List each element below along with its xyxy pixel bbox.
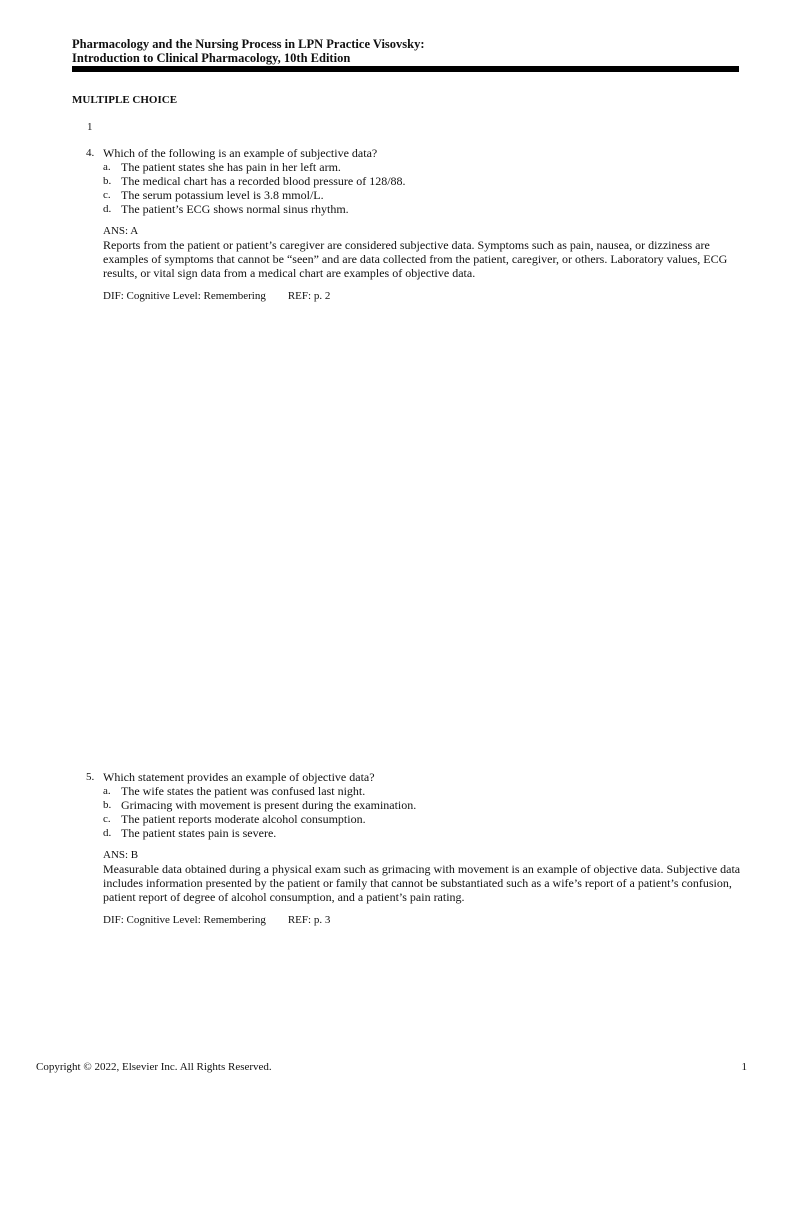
option-list bbox=[86, 160, 741, 216]
difficulty-label: DIF: Cognitive Level: Remembering bbox=[103, 290, 266, 302]
page-marker: 1 bbox=[87, 121, 93, 133]
option-letter: d. bbox=[103, 203, 112, 215]
document-header bbox=[72, 37, 740, 65]
option-a bbox=[86, 160, 741, 174]
question-5 bbox=[86, 770, 741, 927]
question-stem bbox=[86, 770, 741, 784]
page-footer bbox=[36, 1061, 747, 1073]
answer-block bbox=[86, 224, 741, 303]
answer-block bbox=[86, 848, 741, 927]
option-d bbox=[86, 202, 741, 216]
option-text: The patient states she has pain in her left arm. bbox=[121, 160, 341, 174]
answer-rationale: Measurable data obtained during a physical exam such as grimacing with movement is an example of objective data. Subjective data includes information presented by the patient or family that cannot be substantiated such as a wife’s report of a patient’s confusion, patient report of degree of alcohol consumption, and a patient’s pain rating. bbox=[103, 862, 741, 904]
difficulty-label: DIF: Cognitive Level: Remembering bbox=[103, 914, 266, 926]
question-stem bbox=[86, 146, 741, 160]
reference-label: REF: p. 3 bbox=[287, 914, 331, 926]
option-text: The wife states the patient was confused last night. bbox=[121, 784, 366, 798]
answer-key: ANS: A bbox=[103, 225, 139, 237]
option-text: The patient’s ECG shows normal sinus rhythm. bbox=[121, 202, 349, 216]
option-d bbox=[86, 826, 741, 840]
answer-rationale: Reports from the patient or patient’s caregiver are considered subjective data. Symptoms such as pain, nausea, or dizziness are examples of symptoms that cannot be “seen” and are data collected from the patient, caregiver, or others. Laboratory values, ECG results, or vital sign data from a medical chart are examples of objective data. bbox=[103, 238, 728, 280]
option-b bbox=[86, 174, 741, 188]
header-title-line-2: Introduction to Clinical Pharmacology, 10th Edition bbox=[72, 51, 351, 65]
copyright-notice: Copyright © 2022, Elsevier Inc. All Rights Reserved. bbox=[36, 1061, 272, 1073]
question-number: 4. bbox=[86, 147, 95, 159]
reference-label: REF: p. 2 bbox=[287, 290, 331, 302]
option-letter: c. bbox=[103, 813, 111, 825]
answer-key: ANS: B bbox=[103, 849, 139, 861]
option-b bbox=[86, 798, 741, 812]
option-letter: b. bbox=[103, 799, 112, 811]
option-letter: c. bbox=[103, 189, 111, 201]
option-text: The patient reports moderate alcohol consumption. bbox=[121, 812, 366, 826]
section-title: MULTIPLE CHOICE bbox=[72, 94, 178, 106]
footer-page-number: 1 bbox=[741, 1061, 747, 1073]
question-number: 5. bbox=[86, 771, 95, 783]
option-letter: a. bbox=[103, 161, 111, 173]
option-letter: b. bbox=[103, 175, 112, 187]
option-list bbox=[86, 784, 741, 840]
option-text: Grimacing with movement is present during the examination. bbox=[121, 798, 417, 812]
question-meta bbox=[103, 289, 741, 303]
question-meta bbox=[103, 913, 741, 927]
option-c bbox=[86, 812, 741, 826]
option-text: The serum potassium level is 3.8 mmol/L. bbox=[121, 188, 324, 202]
option-letter: d. bbox=[103, 827, 112, 839]
question-text: Which of the following is an example of subjective data? bbox=[103, 146, 378, 160]
option-letter: a. bbox=[103, 785, 111, 797]
header-title-line-1: Pharmacology and the Nursing Process in LPN Practice Visovsky: bbox=[72, 37, 425, 51]
option-c bbox=[86, 188, 741, 202]
option-text: The patient states pain is severe. bbox=[121, 826, 277, 840]
option-text: The medical chart has a recorded blood pressure of 128/88. bbox=[121, 174, 406, 188]
question-text: Which statement provides an example of objective data? bbox=[103, 770, 375, 784]
question-4 bbox=[86, 146, 741, 303]
header-rule bbox=[72, 66, 739, 72]
option-a bbox=[86, 784, 741, 798]
